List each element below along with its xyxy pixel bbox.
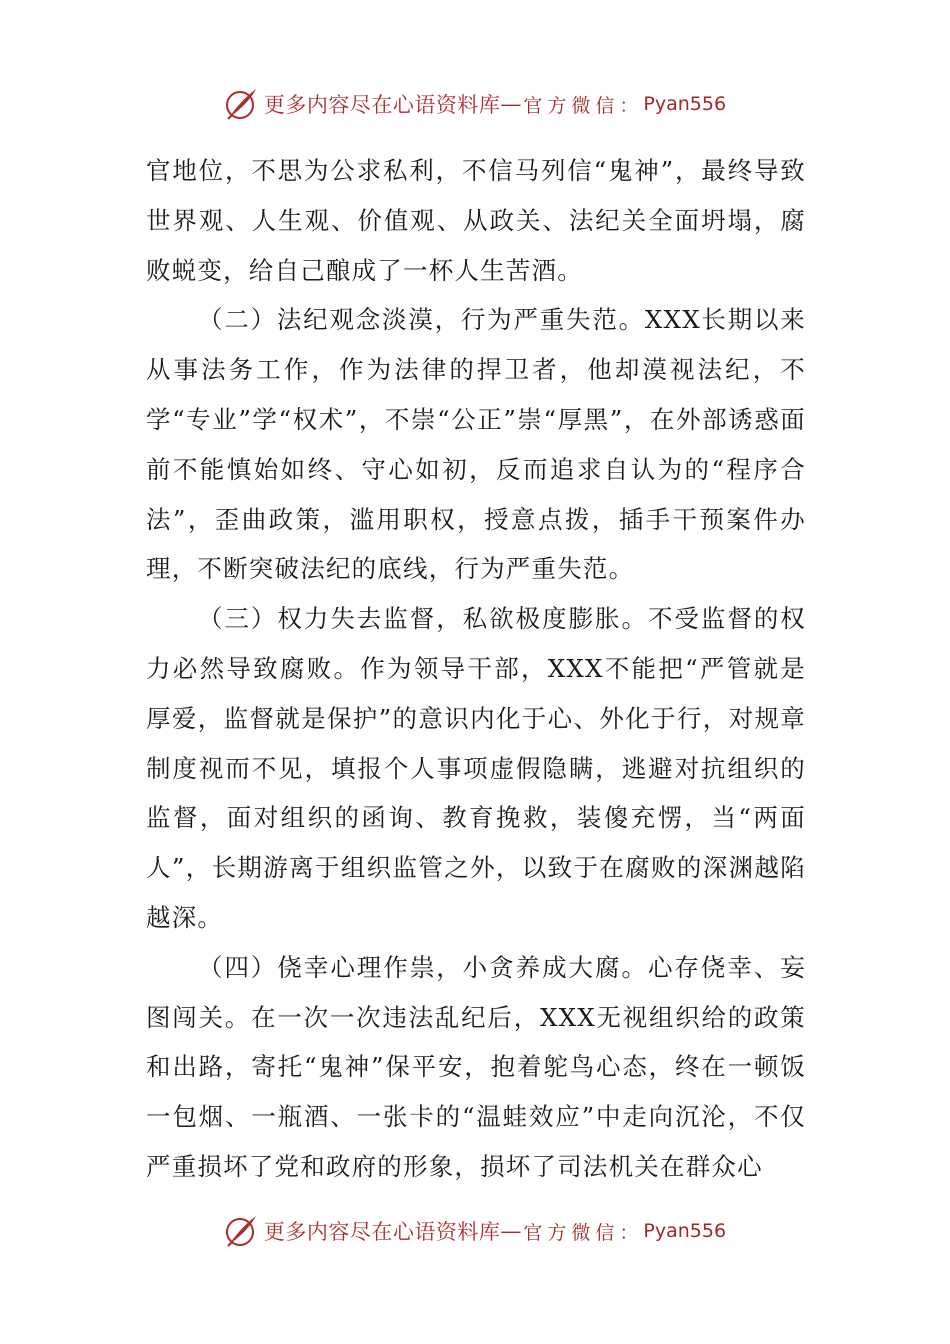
- footer-banner: [0, 1211, 950, 1251]
- banner-wechat-handle: Pyan556: [643, 1220, 727, 1242]
- quill-pen-logo-icon: [224, 86, 260, 122]
- document-body: [146, 146, 806, 1192]
- banner-wechat-handle: Pyan556: [643, 93, 727, 115]
- banner-brand-text: 更多内容尽在心语资料库: [263, 93, 501, 117]
- paragraph-continuation: 官地位，不思为公求私利，不信马列信“鬼神”，最终导致世界观、人生观、价值观、从政关、法纪关全面坍塌，腐败蜕变，给自己酿成了一杯人生苦酒。: [146, 156, 806, 285]
- banner-official-label: 官方微信：: [523, 94, 644, 117]
- banner-dash: —: [500, 1219, 522, 1243]
- banner-brand-text: 更多内容尽在心语资料库: [263, 1220, 501, 1244]
- paragraph-section-4: （四）侥幸心理作祟，小贪养成大腐。心存侥幸、妄图闯关。在一次一次违法乱纪后，XXX无视组织给的政策和出路，寄托“鬼神”保平安，抱着鸵鸟心态，终在一顿饭一包烟、一瓶酒、一张卡的“温蛙效应”中走向沉沦，不仅严重损坏了党和政府的形象，损坏了司法机关在群众心: [146, 952, 806, 1181]
- quill-pen-logo-icon: [224, 1213, 260, 1249]
- paragraph-section-2: （二）法纪观念淡漠，行为严重失范。XXX长期以来从事法务工作，作为法律的捍卫者，他却漠视法纪，不学“专业”学“权术”，不崇“公正”崇“厚黑”，在外部诱惑面前不能慎始如终、守心如初，反而追求自认为的“程序合法”，歪曲政策，滥用职权，授意点拨，插手干预案件办理，不断突破法纪的底线，行为严重失范。: [146, 305, 806, 584]
- banner-official-label: 官方微信：: [523, 1221, 644, 1244]
- header-banner: [0, 84, 950, 124]
- paragraph-section-3: （三）权力失去监督，私欲极度膨胀。不受监督的权力必然导致腐败。作为领导干部，XXX不能把“严管就是厚爱，监督就是保护”的意识内化于心、外化于行，对规章制度视而不见，填报个人事项虚假隐瞒，逃避对抗组织的监督，面对组织的函询、教育挽救，装傻充愣，当“两面人”，长期游离于组织监管之外，以致于在腐败的深渊越陷越深。: [146, 604, 806, 932]
- banner-dash: —: [500, 92, 522, 116]
